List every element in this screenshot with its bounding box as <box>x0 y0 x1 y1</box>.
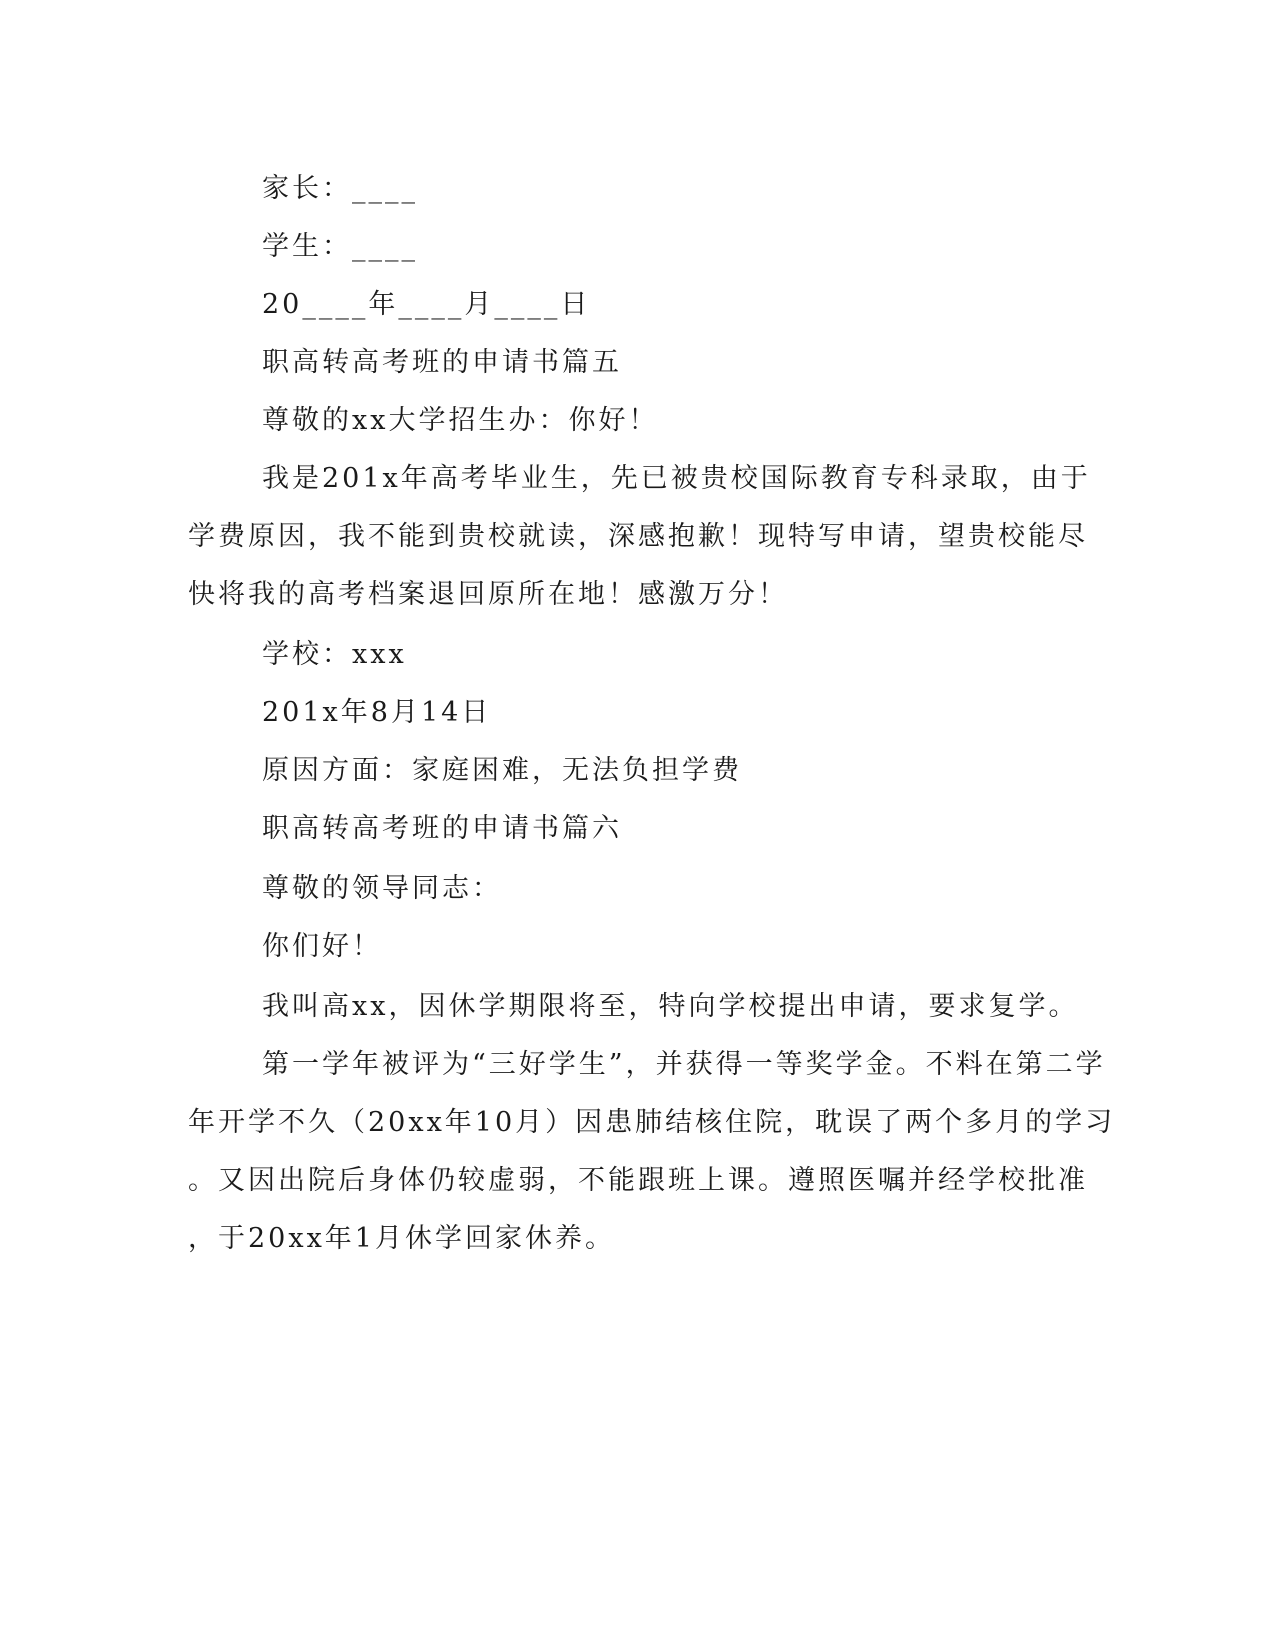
salutation-leaders: 尊敬的领导同志： <box>262 873 502 904</box>
body-paragraph-line: 我叫高xx，因休学期限将至，特向学校提出申请，要求复学。 <box>262 991 1079 1022</box>
body-paragraph-line: 快将我的高考档案退回原所在地！感激万分！ <box>188 579 788 610</box>
body-paragraph-line: 年开学不久（20xx年10月）因患肺结核住院，耽误了两个多月的学习 <box>188 1107 1116 1138</box>
section-title-six: 职高转高考班的申请书篇六 <box>262 813 622 844</box>
body-paragraph-line: 第一学年被评为“三好学生”，并获得一等奖学金。不料在第二学 <box>262 1049 1106 1080</box>
greeting-line: 你们好！ <box>262 931 382 962</box>
school-signature-line: 学校：xxx <box>262 639 407 670</box>
salutation-admissions: 尊敬的xx大学招生办：你好！ <box>262 405 659 436</box>
signature-date-line: 201x年8月14日 <box>262 697 492 728</box>
reason-line: 原因方面：家庭困难，无法负担学费 <box>262 755 742 786</box>
section-title-five: 职高转高考班的申请书篇五 <box>262 347 622 378</box>
body-paragraph-line: 。又因出院后身体仍较虚弱，不能跟班上课。遵照医嘱并经学校批准 <box>188 1165 1088 1196</box>
student-signature-line: 学生：____ <box>262 231 418 262</box>
body-paragraph-line: 我是201x年高考毕业生，先已被贵校国际教育专科录取，由于 <box>262 463 1091 494</box>
body-paragraph-line: 学费原因，我不能到贵校就读，深感抱歉！现特写申请，望贵校能尽 <box>188 521 1088 552</box>
date-line: 20____年____月____日 <box>262 289 591 320</box>
parent-signature-line: 家长：____ <box>262 173 418 204</box>
body-paragraph-line: ，于20xx年1月休学回家休养。 <box>188 1223 615 1254</box>
